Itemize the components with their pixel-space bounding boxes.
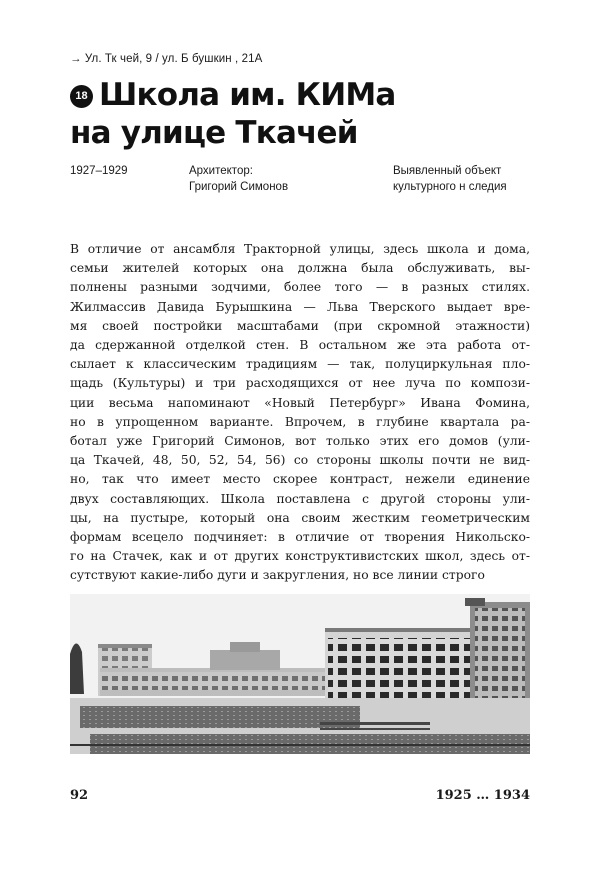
body-line: сылает к классическим традициям — так, полуциркульная пло-	[70, 357, 530, 372]
body-line: ца Ткачей, 48, 50, 52, 54, 56) со стороны школы почти не вид-	[70, 453, 530, 468]
page-title	[70, 76, 396, 152]
body-line: да сдержанной отделкой стен. В остальном же эта работа от-	[70, 338, 530, 353]
title-line-1: Школа им. КИМа	[99, 77, 396, 113]
body-line: формам всецело подчиняет: в отличие от творения Никольско-	[70, 530, 530, 545]
status-line-2: культурного н следия	[393, 181, 507, 193]
body-line: но в упрощенном варианте. Впрочем, в глубине квартала ра-	[70, 414, 530, 429]
body-line: полнены разными зодчими, более того — в разных стилях.	[70, 280, 530, 295]
body-line: сутствуют какие-либо дуги и закругления, но все линии строго	[70, 568, 485, 583]
year-range: 1925 … 1934	[435, 788, 530, 803]
title-line-2: на улице Ткачей	[70, 115, 358, 151]
body-text	[70, 240, 530, 586]
status-line-1: Выявленный объект	[393, 165, 502, 177]
heritage-status	[393, 163, 507, 195]
body-line: семьи жителей которых она должна была обслуживать, вы-	[70, 261, 530, 276]
address-line: → Ул. Тк чей, 9 / ул. Б бушкин , 21А	[70, 53, 263, 65]
body-line: но, так что имеет место скорее контраст, нежели единение	[70, 472, 530, 487]
body-line: В отличие от ансамбля Тракторной улицы, здесь школа и дома,	[70, 242, 530, 256]
years-label: 1927–1929	[70, 165, 128, 177]
body-line: го на Стачек, как и от других конструктивистских школ, здесь от-	[70, 549, 530, 564]
architect-name: Григорий Симонов	[189, 181, 289, 193]
page-number: 92	[70, 788, 89, 803]
entry-number-badge: 18	[70, 85, 93, 108]
architect-label: Архитектор:	[189, 165, 253, 177]
body-line: Жилмассив Давида Бурышкина — Льва Тверского выдает вре-	[70, 299, 530, 314]
body-line: мя своей постройки масштабами (при скромной этажности)	[70, 318, 530, 333]
body-line: щадь (Культуры) и три расходящихся от нее луча по компози-	[70, 376, 530, 391]
architect-info	[189, 163, 288, 195]
body-line: ботал уже Григорий Симонов, вот только этих его домов (ули-	[70, 434, 530, 449]
body-line: двух составляющих. Школа поставлена с другой стороны ули-	[70, 491, 530, 506]
school-building-photo	[70, 594, 530, 754]
body-line: ции весьма напоминают «Новый Петербург» Ивана Фомина,	[70, 395, 530, 410]
body-line: цы, на пустыре, который она своим жестким геометрическим	[70, 510, 530, 525]
